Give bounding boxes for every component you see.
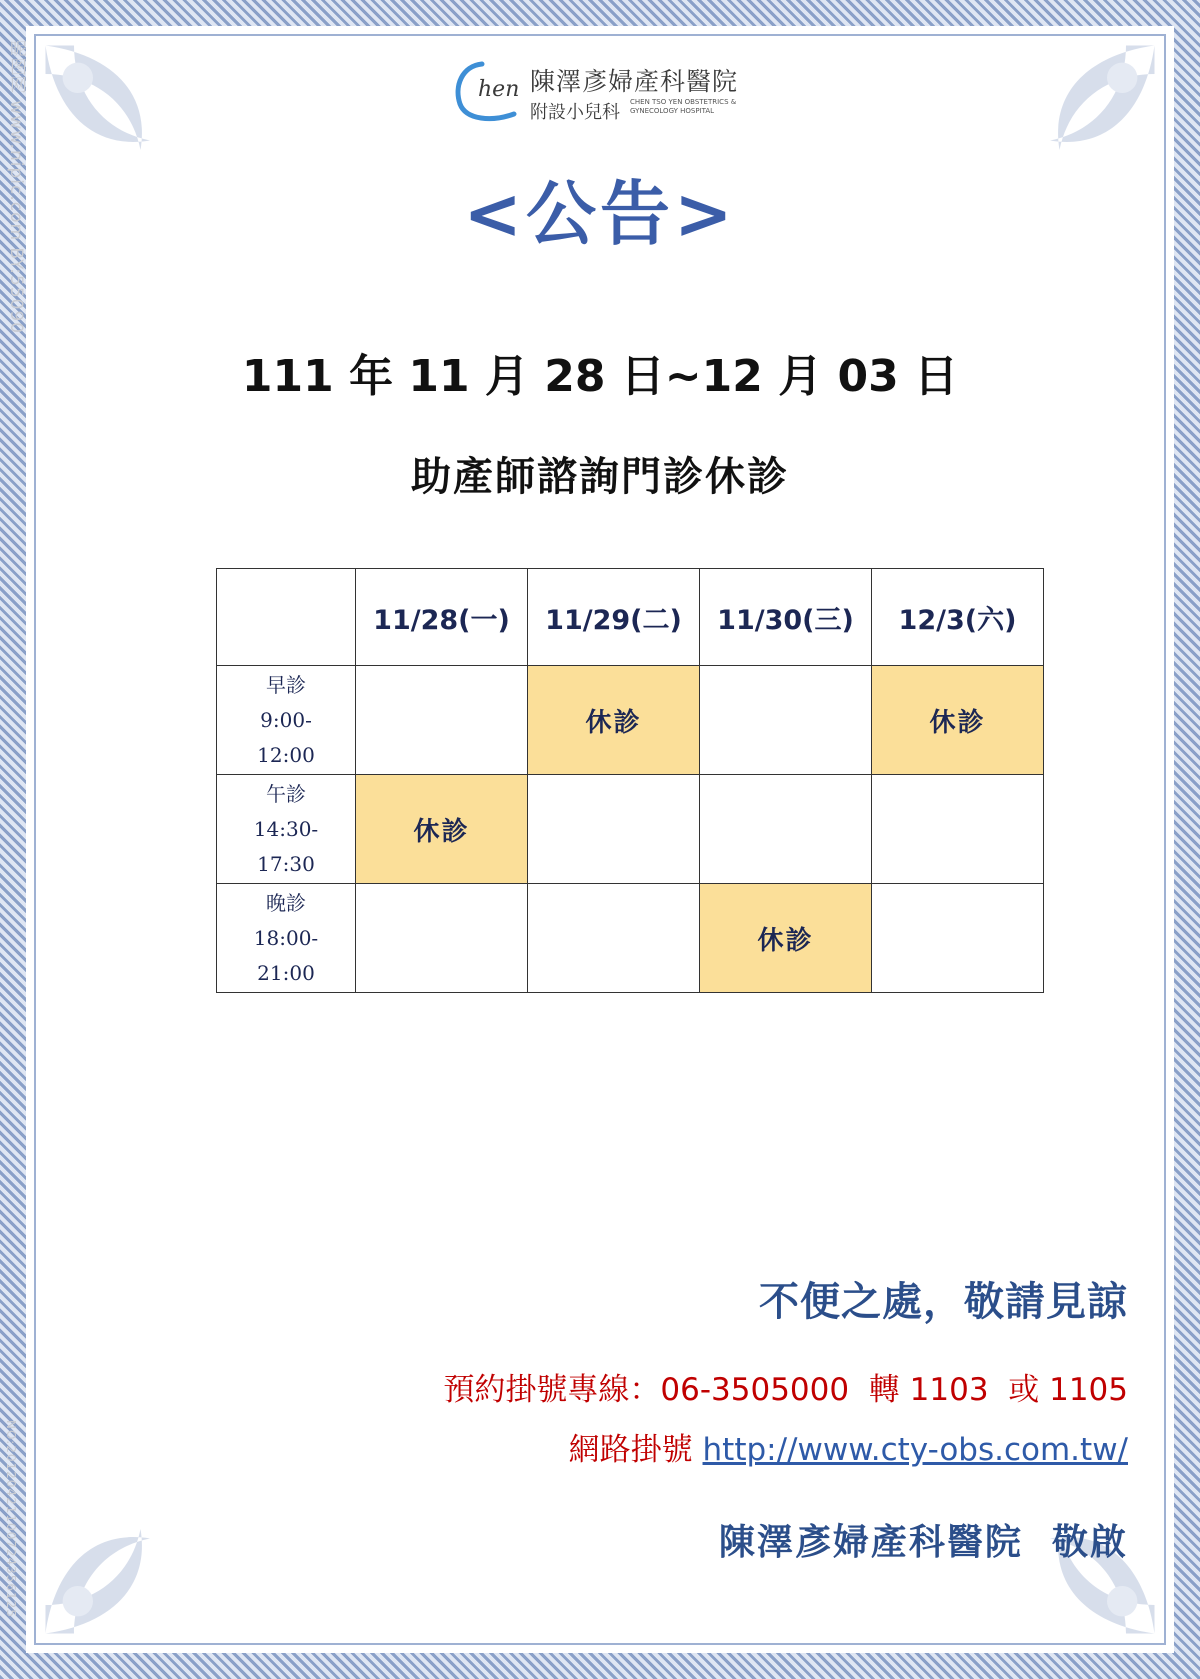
announcement-title: <公告>: [463, 173, 737, 255]
session-cell: [217, 775, 356, 884]
closed-cell: 休診: [872, 666, 1044, 775]
logo-english-line2: GYNECOLOGY HOSPITAL: [630, 107, 715, 115]
watermark-text: 昵图网 www.nipic.com BY:55090: [6, 40, 26, 335]
corner-ornament: [36, 1453, 226, 1643]
logo-english: [630, 98, 770, 116]
header-cell: 11/30(三): [700, 569, 872, 666]
closed-cell: 休診: [700, 884, 872, 993]
logo-hospital-name: 陳澤彥婦產科醫院: [530, 67, 739, 96]
logo-script-text: hen: [478, 77, 520, 102]
session-end: 12:00: [257, 742, 315, 767]
session-end: 21:00: [257, 960, 315, 985]
announcement-subject: 助產師諮詢門診休診: [411, 454, 789, 500]
table-row: [217, 775, 1044, 884]
watermark-id: [4, 1420, 26, 1660]
logo-english-line1: CHEN TSO YEN OBSTETRICS &: [630, 98, 737, 106]
watermark: [4, 40, 26, 1640]
schedule-cell: [528, 775, 700, 884]
header-cell: 12/3(六): [872, 569, 1044, 666]
schedule-cell: [528, 884, 700, 993]
signature: 陳澤彥婦產科醫院 敬啟: [718, 1522, 1128, 1563]
phone-booking-line: 預約掛號專線：06-3505000 轉 1103 或 1105: [443, 1372, 1128, 1408]
schedule-cell: [872, 884, 1044, 993]
table-row: [217, 666, 1044, 775]
session-cell: [217, 884, 356, 993]
header-cell: [217, 569, 356, 666]
apology-text: 不便之處，敬請見諒: [759, 1279, 1128, 1325]
header-cell: 11/29(二): [528, 569, 700, 666]
session-start: 9:00-: [260, 707, 312, 732]
schedule-cell: [356, 666, 528, 775]
table-header-row: [217, 569, 1044, 666]
session-start: 18:00-: [253, 925, 319, 950]
session-cell: [217, 666, 356, 775]
closed-cell: 休診: [528, 666, 700, 775]
schedule-cell: [700, 775, 872, 884]
table-row: [217, 884, 1044, 993]
online-booking: [569, 1424, 1128, 1469]
session-label: 晚診: [266, 890, 306, 915]
hospital-logo: [452, 56, 772, 126]
schedule-cell: [872, 775, 1044, 884]
date-range: 111 年 11 月 28 日~12 月 03 日: [241, 351, 959, 402]
closed-cell: 休診: [356, 775, 528, 884]
booking-website-link[interactable]: http://www.cty-obs.com.tw/: [702, 1432, 1128, 1468]
session-label: 早診: [266, 672, 306, 697]
schedule-cell: [700, 666, 872, 775]
watermark-id-text: NO:20120421100724356125: [4, 1420, 18, 1618]
session-end: 17:30: [257, 851, 315, 876]
header-cell: 11/28(一): [356, 569, 528, 666]
logo-subtitle: 附設小兒科: [530, 102, 620, 123]
online-booking-label: 網路掛號: [568, 1432, 703, 1468]
schedule-cell: [356, 884, 528, 993]
session-label: 午診: [266, 781, 306, 806]
clinic-schedule-table: [216, 568, 1044, 993]
session-start: 14:30-: [253, 816, 319, 841]
logo-mark-icon: [452, 56, 534, 126]
